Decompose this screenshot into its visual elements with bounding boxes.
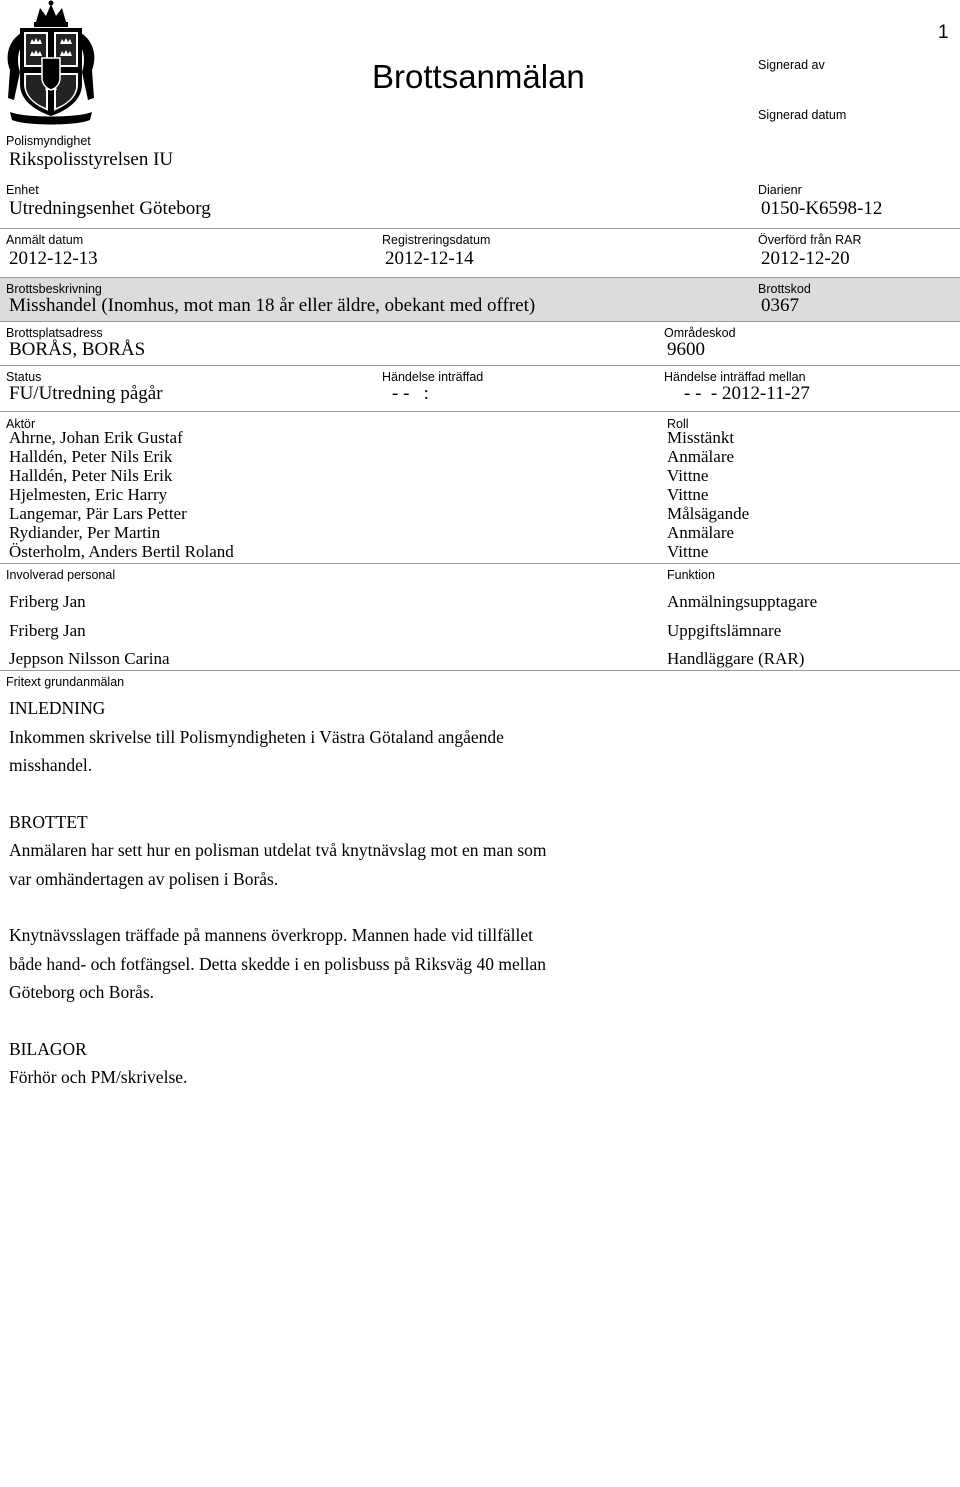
divider <box>0 670 960 671</box>
divider <box>0 411 960 412</box>
freetext-paragraph: BILAGOR Förhör och PM/skrivelse. <box>9 1038 188 1087</box>
crime-address-value: BORÅS, BORÅS <box>9 339 146 360</box>
list-item: Rydiander, Per Martin <box>9 523 161 542</box>
authority-value: Rikspolisstyrelsen IU <box>9 149 174 170</box>
list-item: Uppgiftslämnare <box>667 620 782 640</box>
personnel-label: Involverad personal <box>6 568 116 582</box>
list-item: Jeppson Nilsson Carina <box>9 649 170 668</box>
event-occurred-value: - - : <box>392 383 429 404</box>
list-item: Langemar, Pär Lars Petter <box>9 504 187 523</box>
list-item: Anmälare <box>667 447 735 466</box>
list-item: Målsägande <box>667 504 750 523</box>
authority-label: Polismyndighet <box>6 134 91 148</box>
freetext-paragraph: Knytnävsslagen träffade på mannens överkropp. Mannen hade vid tillfället både hand- och fotfängsel. Detta skedde i en polisbuss på Riksväg 40 mellan Göteborg och Borås. <box>9 925 547 1002</box>
registration-date-value: 2012-12-14 <box>385 248 474 269</box>
unit-value: Utredningsenhet Göteborg <box>9 198 211 219</box>
list-item: Misstänkt <box>667 428 735 447</box>
divider <box>0 365 960 366</box>
transferred-rar-label: Överförd från RAR <box>758 233 862 247</box>
personnel-list <box>9 588 170 674</box>
page-number: 1 <box>938 22 949 43</box>
crime-code-label: Brottskod <box>758 282 811 296</box>
list-item: Anmälare <box>667 523 735 542</box>
role-list <box>667 428 749 561</box>
document-title: Brottsanmälan <box>372 58 585 95</box>
event-between-label: Händelse inträffad mellan <box>664 370 806 384</box>
list-item: Vittne <box>667 466 709 485</box>
area-code-label: Områdeskod <box>664 326 736 340</box>
list-item: Halldén, Peter Nils Erik <box>9 466 173 485</box>
function-label: Funktion <box>667 568 715 582</box>
list-item: Friberg Jan <box>9 620 86 640</box>
function-list <box>667 588 817 674</box>
list-item: Handläggare (RAR) <box>667 649 805 668</box>
list-item: Österholm, Anders Bertil Roland <box>9 542 234 561</box>
freetext-body <box>9 694 649 1092</box>
divider <box>0 228 960 229</box>
list-item: Friberg Jan <box>9 592 86 611</box>
crime-description-label: Brottsbeskrivning <box>6 282 102 296</box>
divider <box>0 563 960 564</box>
divider <box>0 321 960 322</box>
status-label: Status <box>6 370 42 384</box>
signed-date-label: Signerad datum <box>758 108 847 122</box>
freetext-label: Fritext grundanmälan <box>6 675 125 689</box>
list-item: Vittne <box>667 485 709 504</box>
status-value: FU/Utredning pågår <box>9 383 163 404</box>
crime-code-value: 0367 <box>761 295 799 316</box>
crime-address-label: Brottsplatsadress <box>6 326 103 340</box>
signed-by-label: Signerad av <box>758 58 825 72</box>
diarienr-label: Diarienr <box>758 183 802 197</box>
reported-date-label: Anmält datum <box>6 233 84 247</box>
list-item: Hjelmesten, Eric Harry <box>9 485 168 504</box>
actor-list <box>9 428 234 561</box>
list-item: Ahrne, Johan Erik Gustaf <box>9 428 183 447</box>
area-code-value: 9600 <box>667 339 705 360</box>
actors-label: Aktör <box>6 417 36 431</box>
registration-date-label: Registreringsdatum <box>382 233 491 247</box>
crime-description-value: Misshandel (Inomhus, mot man 18 år eller äldre, obekant med offret) <box>9 295 536 316</box>
event-occurred-label: Händelse inträffad <box>382 370 484 384</box>
reported-date-value: 2012-12-13 <box>9 248 98 269</box>
transferred-rar-value: 2012-12-20 <box>761 248 850 269</box>
coat-of-arms-icon <box>4 0 98 126</box>
list-item: Vittne <box>667 542 709 561</box>
freetext-paragraph: BROTTET Anmälaren har sett hur en polisman utdelat två knytnävslag mot en man som var omhändertagen av polisen i Borås. <box>9 811 547 889</box>
freetext-paragraph: INLEDNING Inkommen skrivelse till Polismyndigheten i Västra Götaland angående misshandel. <box>9 698 504 775</box>
diarienr-value: 0150-K6598-12 <box>761 198 883 219</box>
unit-label: Enhet <box>6 183 39 197</box>
event-between-value: - - - 2012-11-27 <box>684 383 810 404</box>
role-label: Roll <box>667 417 689 431</box>
list-item: Halldén, Peter Nils Erik <box>9 447 173 466</box>
list-item: Anmälningsupptagare <box>667 592 818 611</box>
